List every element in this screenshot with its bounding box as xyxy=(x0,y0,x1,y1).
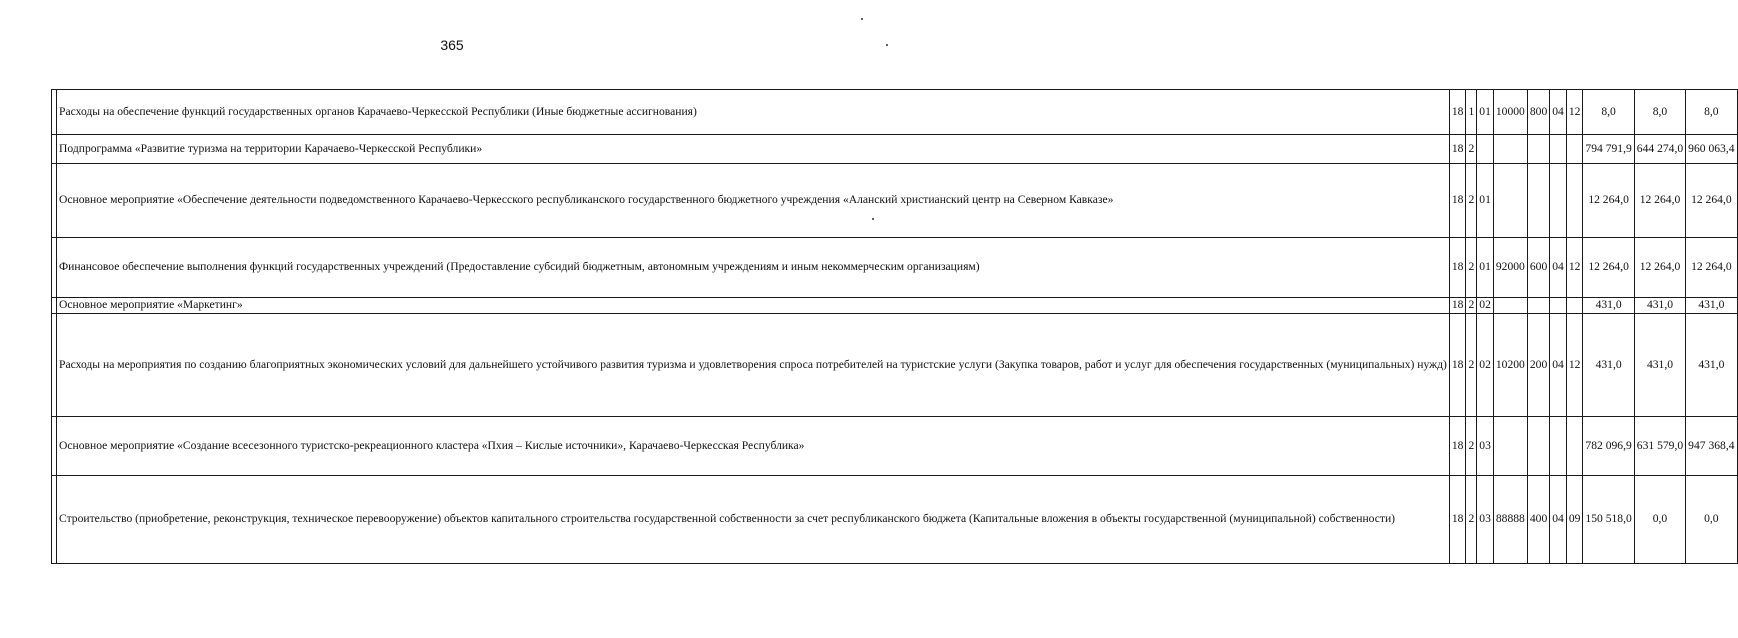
amount-cell: 0,0 xyxy=(1634,476,1685,564)
code-cell xyxy=(1550,417,1567,476)
amount-cell: 431,0 xyxy=(1634,314,1685,417)
amount-cell: 12 264,0 xyxy=(1686,164,1737,238)
table-row xyxy=(52,314,1738,417)
code-cell: 800 xyxy=(1527,90,1549,135)
amount-cell: 431,0 xyxy=(1634,298,1685,314)
code-cell xyxy=(1566,164,1583,238)
code-cell: 02 xyxy=(1477,298,1494,314)
code-cell xyxy=(1527,298,1549,314)
code-cell: 10200 xyxy=(1493,314,1527,417)
row-description: Основное мероприятие «Создание всесезонного туристско-рекреационного кластера «Пхия – Кислые источники», Карачаево-Черкесская Республика» xyxy=(57,417,1450,476)
table-row xyxy=(52,476,1738,564)
amount-cell: 8,0 xyxy=(1583,90,1634,135)
amount-cell: 960 063,4 xyxy=(1686,135,1737,164)
table-row xyxy=(52,164,1738,238)
code-cell: 1 xyxy=(1466,90,1477,135)
table-row xyxy=(52,417,1738,476)
code-cell xyxy=(1527,417,1549,476)
amount-cell: 631 579,0 xyxy=(1634,417,1685,476)
amount-cell: 794 791,9 xyxy=(1583,135,1634,164)
amount-cell: 150 518,0 xyxy=(1583,476,1634,564)
budget-table xyxy=(51,89,1738,564)
code-cell xyxy=(1550,164,1567,238)
code-cell: 400 xyxy=(1527,476,1549,564)
code-cell: 88888 xyxy=(1493,476,1527,564)
amount-cell: 12 264,0 xyxy=(1634,164,1685,238)
code-cell: 18 xyxy=(1449,298,1466,314)
code-cell xyxy=(1527,164,1549,238)
amount-cell: 12 264,0 xyxy=(1583,238,1634,298)
code-cell: 04 xyxy=(1550,476,1567,564)
table-row xyxy=(52,90,1738,135)
code-cell xyxy=(1566,135,1583,164)
code-cell xyxy=(1527,135,1549,164)
amount-cell: 12 264,0 xyxy=(1634,238,1685,298)
table-body xyxy=(52,90,1738,564)
code-cell xyxy=(1550,135,1567,164)
code-cell xyxy=(1550,298,1567,314)
code-cell: 2 xyxy=(1466,238,1477,298)
amount-cell: 12 264,0 xyxy=(1686,238,1737,298)
row-description: Расходы на мероприятия по созданию благоприятных экономических условий для дальнейшего устойчивого развития туризма и удовлетворения спроса потребителей на туристские услуги (Закупка товаров, работ и услуг для обеспечения государственных (муниципальных) нужд) xyxy=(57,314,1450,417)
code-cell: 09 xyxy=(1566,476,1583,564)
code-cell: 04 xyxy=(1550,238,1567,298)
code-cell: 18 xyxy=(1449,90,1466,135)
row-description: Основное мероприятие «Обеспечение деятельности подведомственного Карачаево-Черкесского республиканского государственного бюджетного учреждения «Аланский христианский центр на Северном Кавказе» xyxy=(57,164,1450,238)
amount-cell: 12 264,0 xyxy=(1583,164,1634,238)
code-cell: 2 xyxy=(1466,476,1477,564)
row-description: Финансовое обеспечение выполнения функций государственных учреждений (Предоставление субсидий бюджетным, автономным учреждениям и иным некоммерческим организациям) xyxy=(57,238,1450,298)
code-cell xyxy=(1477,135,1494,164)
table-row xyxy=(52,298,1738,314)
code-cell: 10000 xyxy=(1493,90,1527,135)
code-cell: 600 xyxy=(1527,238,1549,298)
code-cell: 01 xyxy=(1477,164,1494,238)
amount-cell: 644 274,0 xyxy=(1634,135,1685,164)
amount-cell: 8,0 xyxy=(1634,90,1685,135)
code-cell: 03 xyxy=(1477,476,1494,564)
code-cell: 92000 xyxy=(1493,238,1527,298)
code-cell: 2 xyxy=(1466,314,1477,417)
code-cell xyxy=(1566,298,1583,314)
row-description: Подпрограмма «Развитие туризма на территории Карачаево-Черкесской Республики» xyxy=(57,135,1450,164)
table-row xyxy=(52,238,1738,298)
code-cell: 18 xyxy=(1449,476,1466,564)
code-cell: 03 xyxy=(1477,417,1494,476)
code-cell xyxy=(1493,164,1527,238)
amount-cell: 947 368,4 xyxy=(1686,417,1737,476)
amount-cell: 431,0 xyxy=(1686,314,1737,417)
code-cell: 18 xyxy=(1449,135,1466,164)
amount-cell: 0,0 xyxy=(1686,476,1737,564)
row-description: Основное мероприятие «Маркетинг» xyxy=(57,298,1450,314)
code-cell: 18 xyxy=(1449,164,1466,238)
code-cell: 01 xyxy=(1477,238,1494,298)
amount-cell: 431,0 xyxy=(1686,298,1737,314)
code-cell: 12 xyxy=(1566,314,1583,417)
scan-speck xyxy=(886,44,888,46)
code-cell: 2 xyxy=(1466,164,1477,238)
code-cell: 12 xyxy=(1566,90,1583,135)
code-cell: 2 xyxy=(1466,135,1477,164)
code-cell: 18 xyxy=(1449,417,1466,476)
code-cell: 04 xyxy=(1550,90,1567,135)
table-row xyxy=(52,135,1738,164)
amount-cell: 782 096,9 xyxy=(1583,417,1634,476)
code-cell: 12 xyxy=(1566,238,1583,298)
code-cell xyxy=(1493,135,1527,164)
amount-cell: 8,0 xyxy=(1686,90,1737,135)
page-number: 365 xyxy=(440,37,464,53)
code-cell xyxy=(1493,298,1527,314)
scan-speck xyxy=(861,18,863,20)
amount-cell: 431,0 xyxy=(1583,298,1634,314)
code-cell xyxy=(1566,417,1583,476)
code-cell xyxy=(1493,417,1527,476)
code-cell: 01 xyxy=(1477,90,1494,135)
code-cell: 2 xyxy=(1466,298,1477,314)
code-cell: 04 xyxy=(1550,314,1567,417)
code-cell: 18 xyxy=(1449,314,1466,417)
code-cell: 200 xyxy=(1527,314,1549,417)
code-cell: 18 xyxy=(1449,238,1466,298)
row-description: Строительство (приобретение, реконструкция, техническое перевооружение) объектов капитального строительства государственной собственности за счет республиканского бюджета (Капитальные вложения в объекты государственной (муниципальной) собственности) xyxy=(57,476,1450,564)
code-cell: 02 xyxy=(1477,314,1494,417)
row-description: Расходы на обеспечение функций государственных органов Карачаево-Черкесской Республики (Иные бюджетные ассигнования) xyxy=(57,90,1450,135)
code-cell: 2 xyxy=(1466,417,1477,476)
amount-cell: 431,0 xyxy=(1583,314,1634,417)
